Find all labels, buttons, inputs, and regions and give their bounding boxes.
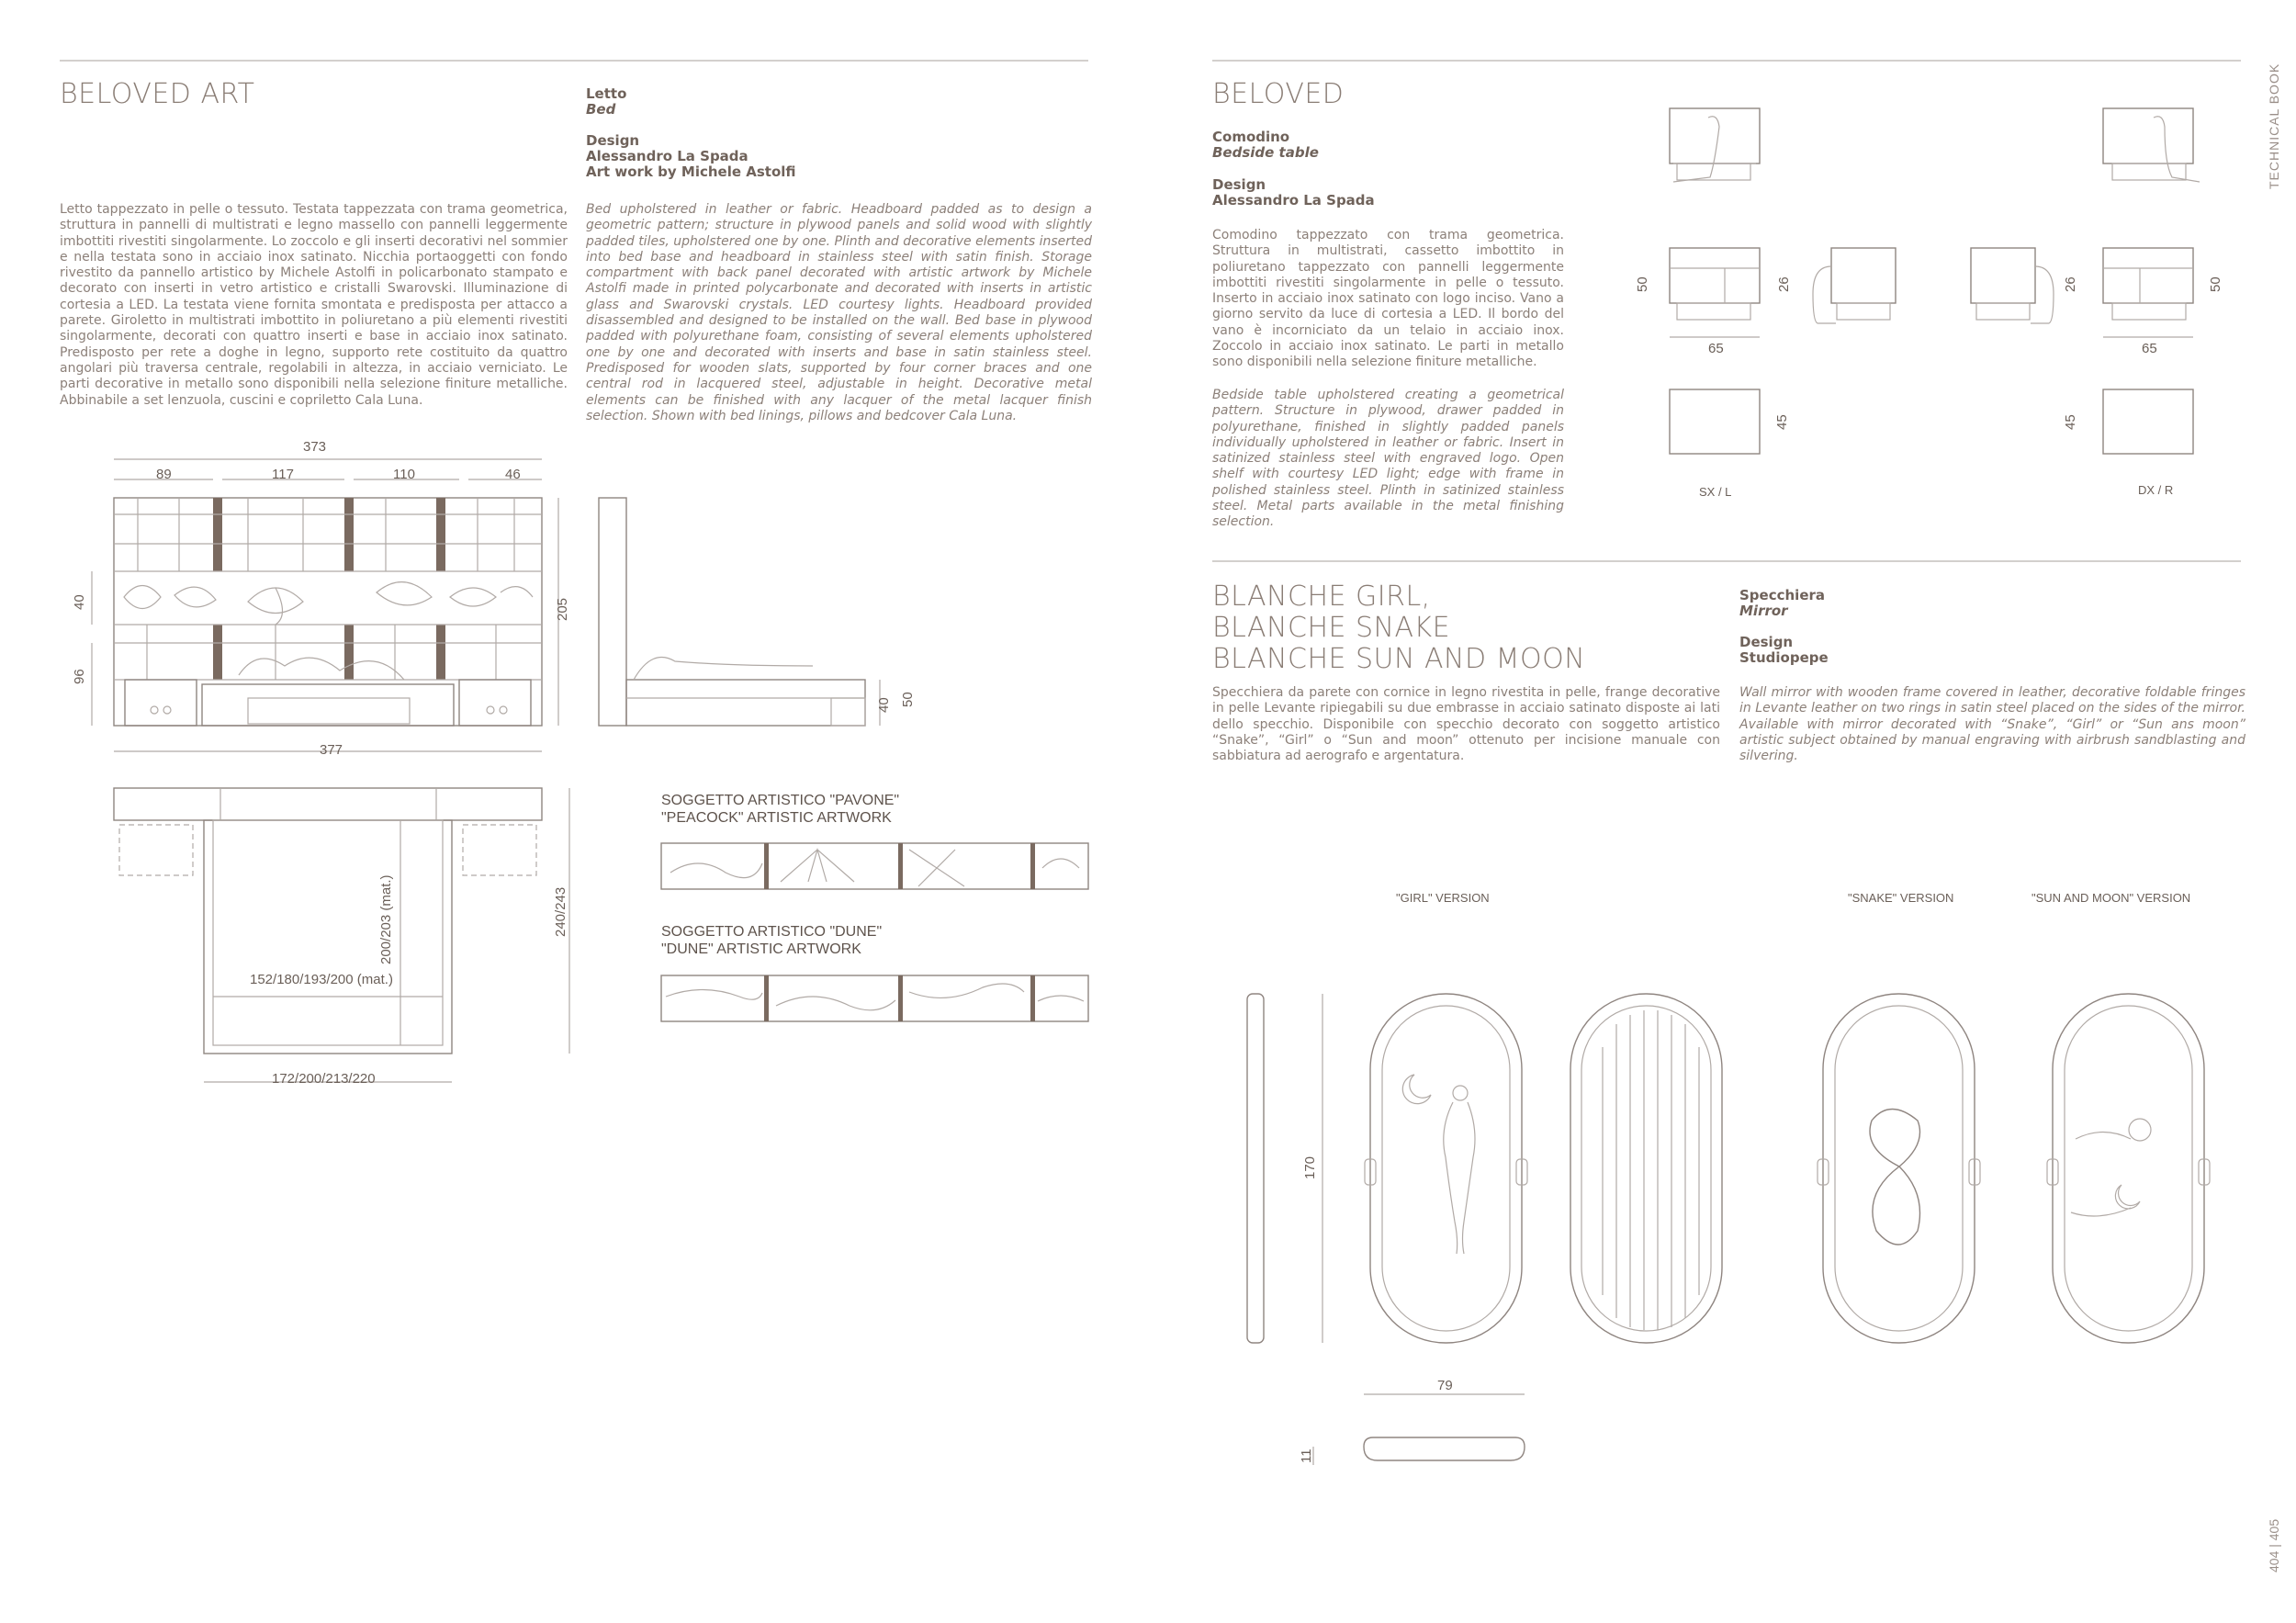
mirror-dim-d: 11: [1299, 1448, 1314, 1463]
bedside-design-label: Design: [1212, 176, 1266, 193]
bedside-right-label: DX / R: [2138, 483, 2174, 497]
product-en: Bed: [586, 101, 616, 118]
mirror-designer: Studiopepe: [1739, 649, 1829, 666]
artwork-peacock-en: "PEACOCK" ARTISTIC ARTWORK: [661, 810, 892, 826]
bedside-left-label: SX / L: [1699, 485, 1732, 499]
product-it: Letto: [586, 85, 627, 102]
dim-plan-width-total: 172/200/213/220: [272, 1071, 376, 1087]
bedside-title: BELOVED: [1212, 78, 1345, 110]
bedside-product-label: [1212, 130, 1375, 209]
mirror-title-line3: BLANCHE SUN AND MOON: [1212, 643, 1586, 675]
artwork-dune-en: "DUNE" ARTISTIC ARTWORK: [661, 941, 861, 957]
dim-h-lower: 96: [72, 669, 87, 684]
dim-plan-width-mat: 152/180/193/200 (mat.): [250, 972, 393, 987]
mirror-product-it: Specchiera: [1739, 587, 1826, 603]
snake-version-label: "SNAKE" VERSION: [1848, 891, 1954, 905]
mirror-title: [1212, 581, 1585, 675]
bedside-dim-h-left: 50: [1635, 276, 1650, 292]
mirror-design-label: Design: [1739, 634, 1794, 650]
bedside-description-en: Bedside table upholstered creating a geometrical pattern. Structure in plywood, drawer padded in polyurethane, finished in slightly padded panels individually upholstered in leather or fabric. Insert in satinized stainless steel with engraved logo. Open shelf with courtesy LED light; edge with frame in polished stainless steel. Plinth in satinized stainless steel. Metal parts available in the metal finishing selection.: [1212, 388, 1564, 530]
dim-side-h2: 50: [900, 692, 916, 707]
bedside-dim-d-right: 26: [2063, 276, 2078, 292]
mirror-description-it: Specchiera da parete con cornice in legno rivestita in pelle, frange decorative in pelle Levante ripiegabili su due embrasse in acciaio satinato disposte ai lati dello specchio. Disponibile con specchio decorato con soggetto artistico “Snake”, “Girl” o “Sun and moon” ottenuto per incisione manuale con sabbiatura ad aerografo e argentatura.: [1212, 685, 1720, 764]
bedside-product-it: Comodino: [1212, 129, 1290, 145]
mirror-dim-h: 170: [1302, 1155, 1318, 1179]
artwork-dune-it: SOGGETTO ARTISTICO "DUNE": [661, 924, 883, 940]
page-title: BELOVED ART: [60, 78, 255, 110]
bedside-designer: Alessandro La Spada: [1212, 192, 1375, 209]
bedside-product-en: Bedside table: [1212, 144, 1319, 161]
mirror-dim-w: 79: [1437, 1378, 1453, 1393]
dim-h-total: 205: [555, 597, 570, 621]
description-en: Bed upholstered in leather or fabric. Headboard padded as to design a geometric pattern; structure in plywood panels and solid wood with slightly padded tiles, upholstered one by one. Plinth and decorative elements inserted into bed base and headboard in stainless steel with satin finish. Storage compartment with back panel decorated with artistic artwork by Michele Astolfi made in printed polycarbonate and decorated with inserts in artistic glass and Swarovski crystals. LED courtesy lights. Headboard provided disassembled and designed to be installed on the wall. Bed base in plywood padded with polyurethane foam, consisting of several elements upholstered one by one and decorated with inserts and base in satin stainless steel. Predisposed for wooden slats, supported by four corner braces and one central rod in lacquered steel, adjustable in height. Decorative metal elements can be finished with any lacquer of the metal lacquer finish selection. Shown with bed linings, pillows and bedcover Cala Luna.: [586, 202, 1092, 423]
bedside-description-it: Comodino tappezzato con trama geometrica. Struttura in multistrati, cassetto imbottito in poliuretano tappezzato con pannelli leggermente imbottiti rivestiti singolarmente in pelle o tessuto. Inserto in acciaio inox satinato con logo inciso. Vano a giorno servito da luce di cortesia a LED. Il bordo del vano è incorniciato da un telaio in acciaio inox. Zoccolo in acciaio inox satinato. Le parti in metallo sono disponibili nella selezione finiture metalliche.: [1212, 228, 1564, 370]
design-label: Design: [586, 132, 640, 149]
mirror-description-en: Wall mirror with wooden frame covered in leather, decorative foldable fringes in Levante leather on two rings in satin steel placed on the sides of the mirror. Available with mirror decorated with “Snake”, “Girl” or “Sun ans moon” artistic subject obtained by manual engraving with airbrush sandblasting and silvering.: [1739, 685, 2245, 764]
dim-h-upper: 40: [72, 594, 87, 610]
dim-plan-len-total: 240/243: [553, 886, 568, 937]
side-label: TECHNICAL BOOK: [2267, 62, 2281, 189]
page-numbers: 404 | 405: [2267, 1518, 2281, 1572]
dim-base-width: 377: [320, 742, 343, 758]
dim-seg2: 117: [272, 467, 294, 482]
mirror-title-line2: BLANCHE SNAKE: [1212, 612, 1451, 644]
bedside-dim-h-right: 50: [2208, 276, 2223, 292]
artwork-dune-caption: [661, 923, 882, 958]
dim-side-h1: 40: [876, 697, 892, 713]
bedside-dim-depth-left: 45: [1774, 414, 1790, 430]
artwork-peacock-caption: [661, 792, 899, 827]
mirror-product-label: [1739, 588, 1829, 666]
dim-seg4: 46: [505, 467, 521, 482]
dim-seg1: 89: [156, 467, 172, 482]
dim-plan-len: 200/203 (mat.): [378, 874, 394, 964]
girl-version-label: "GIRL" VERSION: [1396, 891, 1490, 905]
dim-seg3: 110: [393, 467, 415, 482]
artwork-by: Art work by Michele Astolfi: [586, 163, 796, 180]
description-it: Letto tappezzato in pelle o tessuto. Testata tappezzata con trama geometrica, struttura in pannelli di multistrati e legno massello con pannelli leggermente imbottiti rivestiti singolarmente. Lo zoccolo e gli inserti decorativi nel sommier e nella testata sono in acciaio inox satinato. Nicchia portaoggetti con fondo rivestito da pannello artistico by Michele Astolfi in policarbonato stampato e decorato con inserti in vetro artistico e cristalli Swarovski. Illuminazione di cortesia a LED. La testata viene fornita smontata e predisposta per attacco a parete. Giroletto in multistrati imbottito in poliuretano a più elementi rivestiti singolarmente, decorati con quattro inserti e base in acciaio inox satinato. Predisposto per rete a doghe in legno, supporto rete costituito da quattro angolari più traversa centrale, regolabili in altezza, in acciaio verniciato. Le parti decorative in metallo sono disponibili nella selezione finiture metalliche. Abbinabile a set lenzuola, cuscini e copriletto Cala Luna.: [60, 202, 568, 408]
mirror-product-en: Mirror: [1739, 603, 1788, 619]
bedside-dim-d-left: 26: [1776, 276, 1792, 292]
bedside-dim-depth-right: 45: [2063, 414, 2078, 430]
dim-total-width: 373: [303, 439, 327, 455]
designer: Alessandro La Spada: [586, 148, 748, 164]
mirror-title-line1: BLANCHE GIRL,: [1212, 580, 1431, 613]
artwork-peacock-it: SOGGETTO ARTISTICO "PAVONE": [661, 793, 900, 808]
bedside-dim-w-left: 65: [1708, 341, 1724, 356]
sun-moon-version-label: "SUN AND MOON" VERSION: [2032, 891, 2191, 905]
bedside-dim-w-right: 65: [2142, 341, 2157, 356]
